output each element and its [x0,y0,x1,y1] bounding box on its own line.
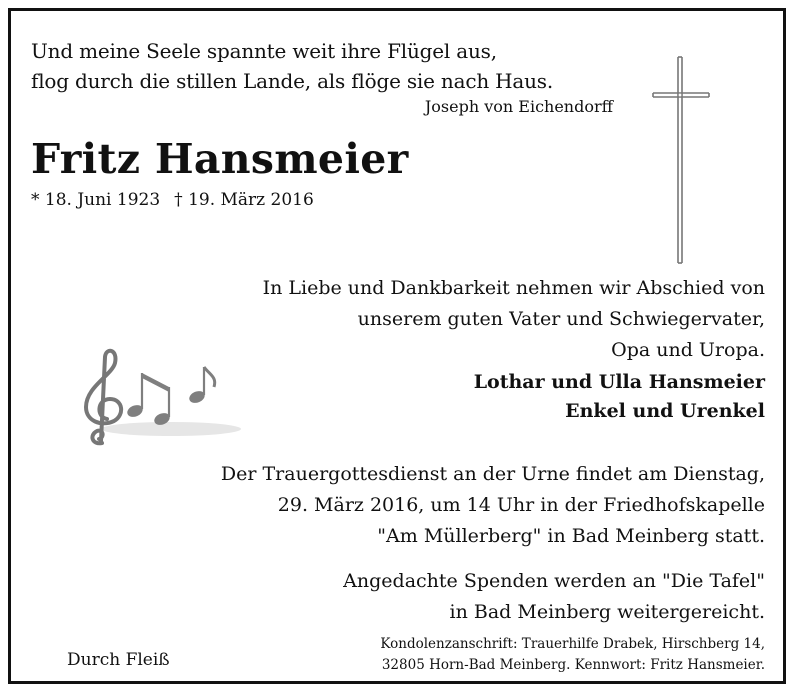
poem-line-2: flog durch die stillen Lande, als flöge sie nach Haus. [31,69,554,93]
poem-line-1: Und meine Seele spannte weit ihre Flügel aus, [31,39,497,63]
cross-icon [651,55,711,265]
farewell-line-3: Opa und Uropa. [611,339,765,361]
deceased-dates [31,192,314,209]
donations-line-2: in Bad Meinberg weitergereicht. [449,601,765,623]
poem-author: Joseph von Eichendorff [424,97,613,116]
birth-date: * 18. Juni 1923 [31,190,161,210]
deceased-name: Fritz Hansmeier [31,135,409,183]
mourners-line-2: Enkel und Urenkel [565,400,765,422]
farewell-line-1: In Liebe und Dankbarkeit nehmen wir Abschied von [262,277,765,299]
donations-line-1: Angedachte Spenden werden an "Die Tafel" [343,570,765,592]
mourners-line-1: Lothar und Ulla Hansmeier [473,371,765,393]
condolence-line-2: 32805 Horn-Bad Meinberg. Kennwort: Fritz Hansmeier. [381,657,765,673]
death-date: † 19. März 2016 [174,190,314,210]
condolence-line-1: Kondolenzanschrift: Trauerhilfe Drabek, Hirschberg 14, [380,636,765,652]
service-line-2: 29. März 2016, um 14 Uhr in der Friedhofskapelle [277,494,765,516]
farewell-line-2: unserem guten Vater und Schwiegervater, [357,308,765,330]
obituary-card [8,8,786,684]
service-line-1: Der Trauergottesdienst an der Urne findet am Dienstag, [220,463,765,485]
service-line-3: "Am Müllerberg" in Bad Meinberg statt. [377,525,765,547]
motto: Durch Fleiß [67,650,170,670]
music-notes-icon [59,345,249,455]
